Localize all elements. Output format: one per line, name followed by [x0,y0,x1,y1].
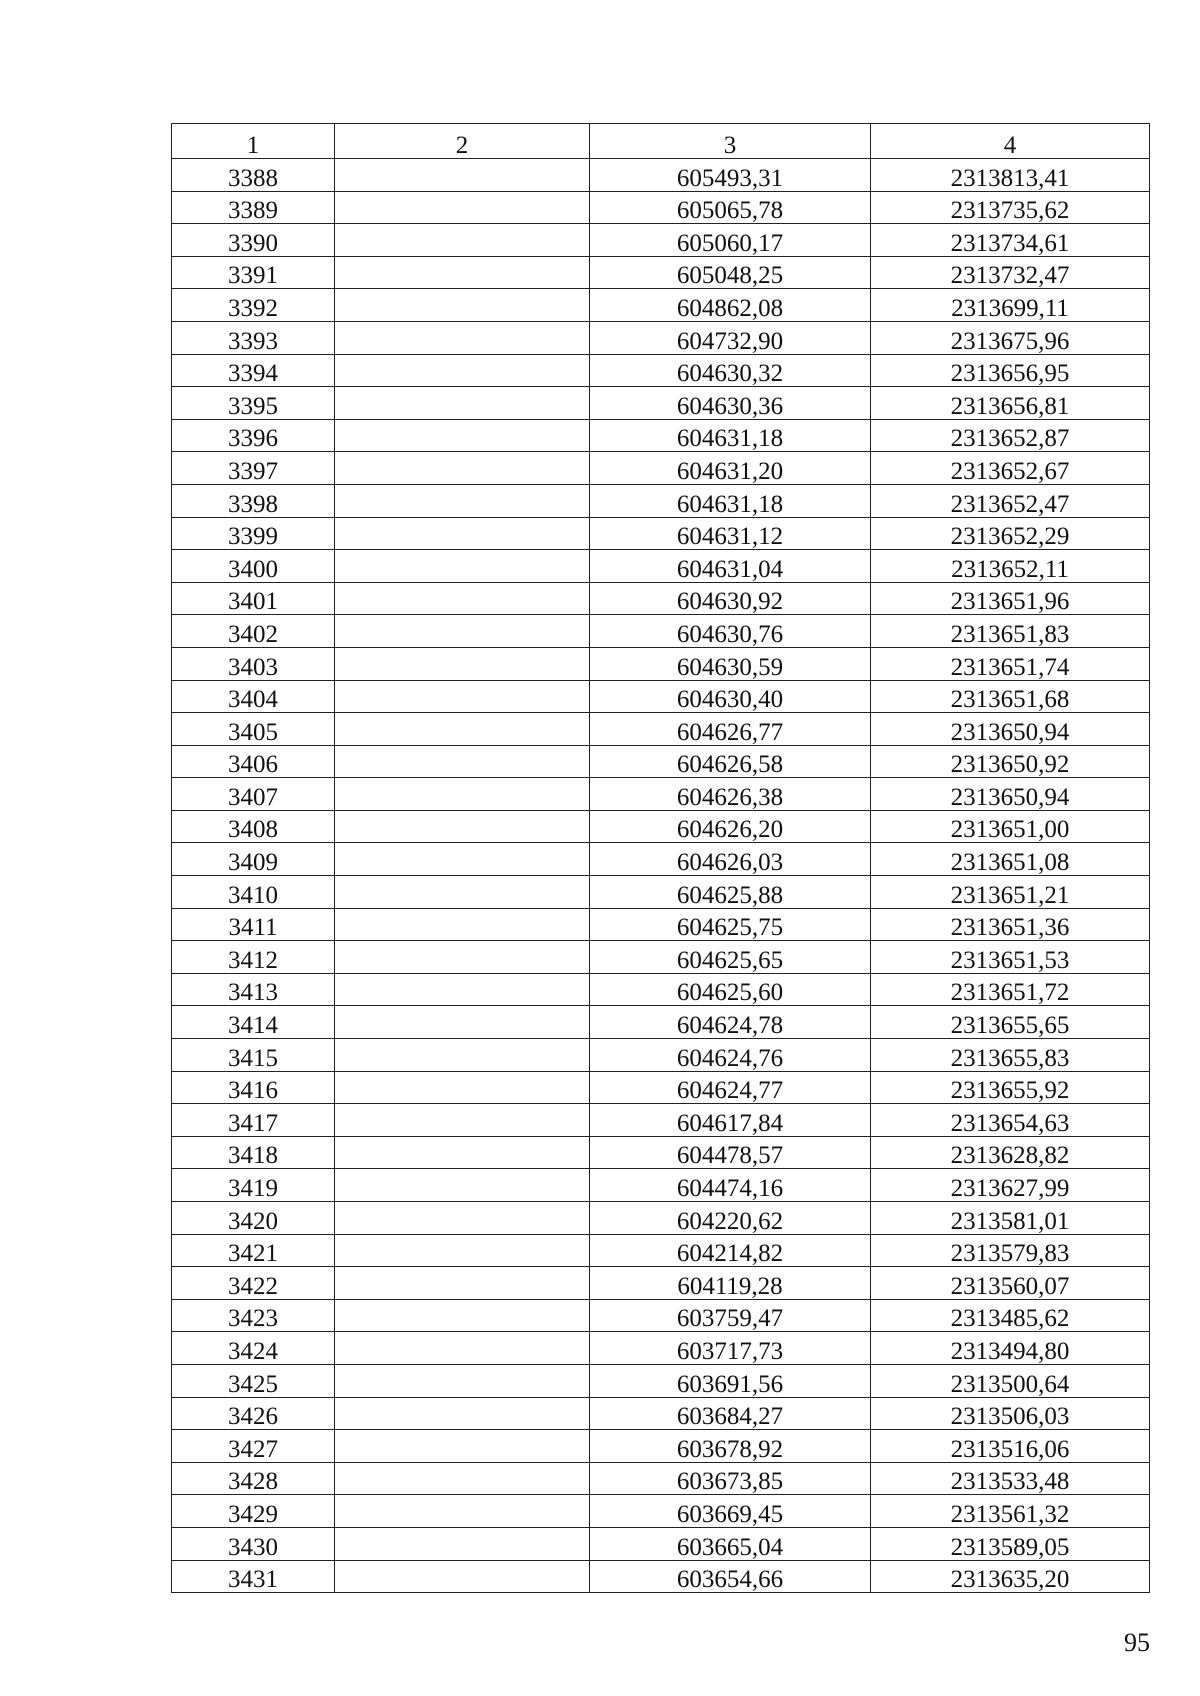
point-number-cell: 3412 [172,941,335,974]
table-row [172,1234,1150,1267]
empty-cell [335,452,590,485]
empty-cell [335,1560,590,1593]
point-number-cell: 3416 [172,1071,335,1104]
y-coordinate-cell: 2313675,96 [871,321,1150,354]
point-number-cell: 3409 [172,843,335,876]
table-row [172,289,1150,322]
column-header-3: 3 [590,124,871,159]
point-number-cell: 3428 [172,1462,335,1495]
empty-cell [335,1169,590,1202]
point-number-cell: 3388 [172,159,335,192]
y-coordinate-cell: 2313656,95 [871,354,1150,387]
point-number-cell: 3390 [172,224,335,257]
y-coordinate-cell: 2313652,87 [871,419,1150,452]
empty-cell [335,876,590,909]
point-number-cell: 3389 [172,191,335,224]
table-row [172,1560,1150,1593]
empty-cell [335,1364,590,1397]
page-number: 95 [1124,1628,1150,1657]
x-coordinate-cell: 605493,31 [590,159,871,192]
point-number-cell: 3407 [172,778,335,811]
point-number-cell: 3425 [172,1364,335,1397]
point-number-cell: 3401 [172,582,335,615]
table-row [172,1169,1150,1202]
point-number-cell: 3392 [172,289,335,322]
x-coordinate-cell: 604626,03 [590,843,871,876]
x-coordinate-cell: 603665,04 [590,1527,871,1560]
table-row [172,745,1150,778]
coordinates-table [171,123,1150,1593]
x-coordinate-cell: 603673,85 [590,1462,871,1495]
empty-cell [335,1071,590,1104]
table-row [172,1430,1150,1463]
empty-cell [335,1527,590,1560]
point-number-cell: 3429 [172,1495,335,1528]
empty-cell [335,289,590,322]
point-number-cell: 3396 [172,419,335,452]
point-number-cell: 3424 [172,1332,335,1365]
y-coordinate-cell: 2313813,41 [871,159,1150,192]
y-coordinate-cell: 2313655,83 [871,1039,1150,1072]
table-row [172,941,1150,974]
x-coordinate-cell: 604626,77 [590,713,871,746]
empty-cell [335,745,590,778]
empty-cell [335,1299,590,1332]
table-row [172,1364,1150,1397]
point-number-cell: 3422 [172,1267,335,1300]
x-coordinate-cell: 604626,58 [590,745,871,778]
table-row [172,908,1150,941]
y-coordinate-cell: 2313651,72 [871,973,1150,1006]
table-row [172,1527,1150,1560]
empty-cell [335,1039,590,1072]
table-row [172,647,1150,680]
x-coordinate-cell: 604631,04 [590,550,871,583]
empty-cell [335,615,590,648]
y-coordinate-cell: 2313654,63 [871,1104,1150,1137]
point-number-cell: 3413 [172,973,335,1006]
y-coordinate-cell: 2313651,83 [871,615,1150,648]
empty-cell [335,1495,590,1528]
empty-cell [335,582,590,615]
y-coordinate-cell: 2313651,00 [871,810,1150,843]
point-number-cell: 3395 [172,387,335,420]
table-row [172,810,1150,843]
y-coordinate-cell: 2313651,21 [871,876,1150,909]
y-coordinate-cell: 2313651,68 [871,680,1150,713]
table-row [172,973,1150,1006]
x-coordinate-cell: 604626,20 [590,810,871,843]
empty-cell [335,224,590,257]
empty-cell [335,321,590,354]
empty-cell [335,778,590,811]
y-coordinate-cell: 2313651,53 [871,941,1150,974]
table-row [172,1039,1150,1072]
table-row [172,1071,1150,1104]
table-row [172,1299,1150,1332]
table-row [172,321,1150,354]
y-coordinate-cell: 2313589,05 [871,1527,1150,1560]
empty-cell [335,941,590,974]
point-number-cell: 3397 [172,452,335,485]
y-coordinate-cell: 2313500,64 [871,1364,1150,1397]
empty-cell [335,1104,590,1137]
table-row [172,615,1150,648]
table-row [172,713,1150,746]
x-coordinate-cell: 604630,36 [590,387,871,420]
column-header-1: 1 [172,124,335,159]
point-number-cell: 3421 [172,1234,335,1267]
x-coordinate-cell: 604631,20 [590,452,871,485]
x-coordinate-cell: 604630,40 [590,680,871,713]
x-coordinate-cell: 604119,28 [590,1267,871,1300]
x-coordinate-cell: 604214,82 [590,1234,871,1267]
table-row [172,680,1150,713]
x-coordinate-cell: 604474,16 [590,1169,871,1202]
empty-cell [335,908,590,941]
table-row [172,1267,1150,1300]
empty-cell [335,810,590,843]
point-number-cell: 3419 [172,1169,335,1202]
x-coordinate-cell: 603759,47 [590,1299,871,1332]
y-coordinate-cell: 2313651,08 [871,843,1150,876]
y-coordinate-cell: 2313533,48 [871,1462,1150,1495]
x-coordinate-cell: 603654,66 [590,1560,871,1593]
x-coordinate-cell: 604626,38 [590,778,871,811]
table-row [172,876,1150,909]
y-coordinate-cell: 2313732,47 [871,256,1150,289]
empty-cell [335,843,590,876]
y-coordinate-cell: 2313650,94 [871,713,1150,746]
empty-cell [335,484,590,517]
empty-cell [335,1397,590,1430]
x-coordinate-cell: 604625,75 [590,908,871,941]
point-number-cell: 3418 [172,1136,335,1169]
point-number-cell: 3405 [172,713,335,746]
point-number-cell: 3403 [172,647,335,680]
x-coordinate-cell: 605060,17 [590,224,871,257]
empty-cell [335,419,590,452]
empty-cell [335,1430,590,1463]
empty-cell [335,1202,590,1235]
y-coordinate-cell: 2313652,47 [871,484,1150,517]
x-coordinate-cell: 603691,56 [590,1364,871,1397]
point-number-cell: 3398 [172,484,335,517]
y-coordinate-cell: 2313655,65 [871,1006,1150,1039]
table-row [172,1495,1150,1528]
empty-cell [335,973,590,1006]
point-number-cell: 3426 [172,1397,335,1430]
table-row [172,517,1150,550]
point-number-cell: 3391 [172,256,335,289]
y-coordinate-cell: 2313655,92 [871,1071,1150,1104]
point-number-cell: 3410 [172,876,335,909]
table-row [172,1136,1150,1169]
table-row [172,843,1150,876]
y-coordinate-cell: 2313652,67 [871,452,1150,485]
table-row [172,1202,1150,1235]
y-coordinate-cell: 2313650,92 [871,745,1150,778]
x-coordinate-cell: 603717,73 [590,1332,871,1365]
table-row [172,778,1150,811]
x-coordinate-cell: 604630,92 [590,582,871,615]
y-coordinate-cell: 2313652,11 [871,550,1150,583]
table-row [172,1332,1150,1365]
point-number-cell: 3393 [172,321,335,354]
x-coordinate-cell: 604625,88 [590,876,871,909]
table-header-row [172,124,1150,159]
table-row [172,1006,1150,1039]
x-coordinate-cell: 604625,60 [590,973,871,1006]
empty-cell [335,1462,590,1495]
x-coordinate-cell: 604862,08 [590,289,871,322]
y-coordinate-cell: 2313561,32 [871,1495,1150,1528]
table-row [172,159,1150,192]
x-coordinate-cell: 604631,18 [590,419,871,452]
x-coordinate-cell: 604631,12 [590,517,871,550]
empty-cell [335,354,590,387]
y-coordinate-cell: 2313579,83 [871,1234,1150,1267]
y-coordinate-cell: 2313735,62 [871,191,1150,224]
point-number-cell: 3402 [172,615,335,648]
y-coordinate-cell: 2313581,01 [871,1202,1150,1235]
empty-cell [335,159,590,192]
table-row [172,484,1150,517]
point-number-cell: 3408 [172,810,335,843]
x-coordinate-cell: 603684,27 [590,1397,871,1430]
y-coordinate-cell: 2313628,82 [871,1136,1150,1169]
empty-cell [335,647,590,680]
x-coordinate-cell: 604631,18 [590,484,871,517]
y-coordinate-cell: 2313560,07 [871,1267,1150,1300]
empty-cell [335,1006,590,1039]
point-number-cell: 3400 [172,550,335,583]
y-coordinate-cell: 2313651,74 [871,647,1150,680]
point-number-cell: 3415 [172,1039,335,1072]
empty-cell [335,191,590,224]
x-coordinate-cell: 604624,78 [590,1006,871,1039]
empty-cell [335,256,590,289]
empty-cell [335,387,590,420]
y-coordinate-cell: 2313656,81 [871,387,1150,420]
x-coordinate-cell: 604220,62 [590,1202,871,1235]
empty-cell [335,1136,590,1169]
x-coordinate-cell: 604624,76 [590,1039,871,1072]
x-coordinate-cell: 604630,76 [590,615,871,648]
table-row [172,1462,1150,1495]
point-number-cell: 3394 [172,354,335,387]
table-row [172,582,1150,615]
y-coordinate-cell: 2313651,96 [871,582,1150,615]
empty-cell [335,1332,590,1365]
y-coordinate-cell: 2313651,36 [871,908,1150,941]
point-number-cell: 3431 [172,1560,335,1593]
point-number-cell: 3430 [172,1527,335,1560]
y-coordinate-cell: 2313516,06 [871,1430,1150,1463]
point-number-cell: 3411 [172,908,335,941]
x-coordinate-cell: 604617,84 [590,1104,871,1137]
empty-cell [335,1267,590,1300]
x-coordinate-cell: 603669,45 [590,1495,871,1528]
x-coordinate-cell: 605048,25 [590,256,871,289]
table-row [172,550,1150,583]
point-number-cell: 3417 [172,1104,335,1137]
table-row [172,387,1150,420]
table-row [172,452,1150,485]
x-coordinate-cell: 604732,90 [590,321,871,354]
empty-cell [335,713,590,746]
y-coordinate-cell: 2313485,62 [871,1299,1150,1332]
x-coordinate-cell: 605065,78 [590,191,871,224]
empty-cell [335,1234,590,1267]
y-coordinate-cell: 2313699,11 [871,289,1150,322]
column-header-4: 4 [871,124,1150,159]
empty-cell [335,680,590,713]
x-coordinate-cell: 604630,32 [590,354,871,387]
x-coordinate-cell: 603678,92 [590,1430,871,1463]
point-number-cell: 3414 [172,1006,335,1039]
y-coordinate-cell: 2313627,99 [871,1169,1150,1202]
x-coordinate-cell: 604478,57 [590,1136,871,1169]
point-number-cell: 3399 [172,517,335,550]
table-row [172,1104,1150,1137]
table-row [172,419,1150,452]
empty-cell [335,550,590,583]
point-number-cell: 3420 [172,1202,335,1235]
y-coordinate-cell: 2313652,29 [871,517,1150,550]
table-row [172,256,1150,289]
empty-cell [335,517,590,550]
table-body [172,159,1150,1593]
table-row [172,191,1150,224]
x-coordinate-cell: 604625,65 [590,941,871,974]
y-coordinate-cell: 2313494,80 [871,1332,1150,1365]
x-coordinate-cell: 604630,59 [590,647,871,680]
point-number-cell: 3406 [172,745,335,778]
point-number-cell: 3427 [172,1430,335,1463]
point-number-cell: 3423 [172,1299,335,1332]
y-coordinate-cell: 2313635,20 [871,1560,1150,1593]
table-row [172,354,1150,387]
y-coordinate-cell: 2313734,61 [871,224,1150,257]
y-coordinate-cell: 2313506,03 [871,1397,1150,1430]
point-number-cell: 3404 [172,680,335,713]
x-coordinate-cell: 604624,77 [590,1071,871,1104]
column-header-2: 2 [335,124,590,159]
table-row [172,224,1150,257]
table-row [172,1397,1150,1430]
y-coordinate-cell: 2313650,94 [871,778,1150,811]
